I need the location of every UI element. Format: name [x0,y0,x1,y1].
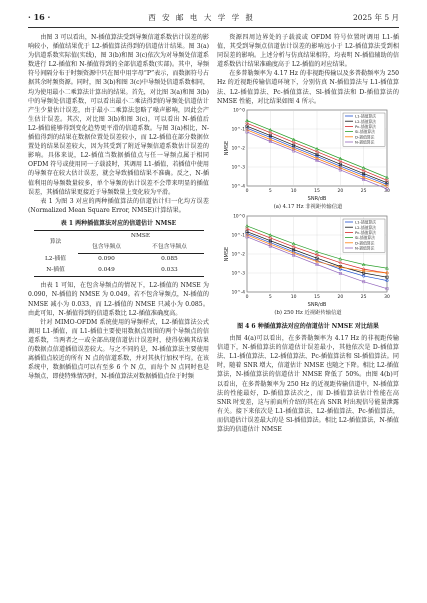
legend-entry: Pc-插值算法 [355,229,376,235]
y-tick-label: 10^-3 [231,271,245,277]
left-paragraph-4: 针对 MIMO-OFDM 系统使用的导频样式，L2-插值算法公式调用 L1-插值，而 L1-插值主要使用数据点周围的两个导频点的信道系数，当两者之一或全部出现信道估计误差时，使得依赖其结果的数据点信道插值误差较大。与之不同的是，N-插值算法主要使用离插值点较近的所有 N 点的信道系数，并对其执行加权平均。在该系统中，数据插值点可以有至多 6 个 N 点，而每个 N 点同时也是导频点，即使特殊情况时，N-插值算法对数据插值点位于时频 [28,318,209,381]
right-paragraph-2: 在多普勒频率为 4.17 Hz 的非视距传输以及多普勒频率为 250 Hz 的近视距传输信道环境下，分别仿真 N-插值算法与 L1-插值算法、L2-插值算法、Pc-插值算法、Sl-插值算法和 D-插值算法的 NMSE 性能，对比结果如图 4 所示。 [217,70,399,105]
table-cell-algo: N-插值 [34,265,78,277]
x-tick-label: 10 [290,188,297,194]
legend-entry: D-插值算法 [355,134,375,140]
legend-entry: N-插值算法 [355,245,375,251]
x-tick-label: 5 [268,294,272,300]
table-row [34,265,204,277]
journal-title: 西 安 邮 电 大 学 学 报 [148,12,255,22]
table-caption: 表 1 两种插值算法对应的信道估计 NMSE [60,219,177,227]
figure-subcaption-b: (b) 250 Hz 近视距传输信道 [274,309,342,316]
y-tick-label: 10^-1 [231,233,245,239]
legend-entry: L2-插值算法 [355,118,377,124]
table-row [34,254,204,266]
legend-entry: Sl-插值算法 [355,128,376,134]
x-tick-label: 25 [360,188,367,194]
y-tick-label: 10^-3 [231,165,245,171]
x-tick-label: 30 [384,294,390,300]
legend-entry: Sl-插值算法 [355,235,376,241]
table-cell-algo: L2-插值 [44,255,67,262]
left-paragraph-1: 由图 3 可以看出，N-插值算法受到导频信道系数估计误差的影响较小，插值结果优于 L2-插值算法得到的信道估计结果。图 3(a)为信道系数实际值(实线)，图 3(b)和图 3(c)依次为对导频处信道系数进行 L2-插值和 N-插值得到的全部信道系数(实部)。其中，导频符号间隔分布于时频资源中只在图中用字母“P”表示，而数据符号占据其余时频资源。同时，图 3(b)和图 3(c)中导频处信道系数相同，均为使用最小二乘算法计算出的结果。首先，对比图 3(a)和图 3(b)中的导频处信道系数，可以看出最小二乘法得到的导频处信道估计产生少量估计误差，由于最小二乘算法忽略了噪声影响，因此会产生估计误差。其次，对比图 3(b)和图 3(c)，可以看出 N-插值后 L2-插值能够得到变化趋势更平滑的信道系数。与图 3(a)相比，N-插值得到的结果在数据位置处误差较小，而 L2-插值在部分数据位置处的结果误差较大，因为其受到了附近导频信道系数估计误差的影响。具体来说，L2-插值当数据插值点与任一导频点属于相同 OFDM 符号或使用同一子载波时，其调用 L1-插值，若插值中使用的导频存在较大估计误差，就会导致插值结果不准确。反之，N-插值利用的导频数量较多，单个导频的估计误差不会带来明显的插值误差，其插值结果更接近于导频数量上变化较为平滑。 [28,34,210,196]
x-tick-label: 30 [384,188,390,194]
table-header-nmse: NMSE [78,230,204,242]
legend-entry: L1-插值算法 [355,113,377,119]
right-column [217,33,399,434]
table-subheader-with: 包含导频点 [78,242,136,254]
y-tick-label: 10^-1 [231,127,245,133]
y-axis-label: NMSE [224,140,230,155]
nmse-table [34,230,204,277]
figure-subcaption-a: (a) 4.17 Hz 非视距传输信道 [273,203,343,210]
x-tick-label: 15 [314,188,320,194]
legend-entry: D-插值算法 [355,240,375,246]
table-cell-with: 0.090 [98,256,115,263]
legend-entry: Pc-插值算法 [355,123,376,129]
right-paragraph-3: 由图 4(a)可以看出，在多普勒频率为 4.17 Hz 的非视距传输信道下，N-插值算法的信道估计误差最小，其他依次是 D-插值算法、L1-插值算法、L2-插值算法、Pc-插值算法和 Sl-插值算法。同时，随着 SNR 增大，信道估计 NMSE 也随之下降。相比 L2-插值算法，N-插值算法的信道估计 NMSE 降低了 50%。由图 4(b)可以看出，在多普勒频率为 250 Hz 的近视距传输信道中，N-插值算法的性能最好，D-插值算法次之，而 D-插值算法估计性能在高 SNR 时变差，这与前面所介绍的其在高 SNR 时出现信号能量泄露有关。接下来依次是 L1-插值算法、L2-插值算法、Pc-插值算法，而信道估计误差最大的是 Sl-插值算法。相比 L2-插值算法，N-插值算法的信道估计 NMSE [217,335,399,433]
issue-date: 2025 年 5 月 [352,12,399,22]
x-tick-label: 10 [290,294,297,300]
legend-entry: N-插值算法 [355,139,375,145]
page-number: · 16 · [28,12,51,22]
legend-entry: L2-插值算法 [355,224,377,230]
page-header [28,9,399,25]
x-tick-label: 0 [245,188,249,194]
x-tick-label: 5 [268,188,272,194]
x-tick-label: 25 [360,294,367,300]
table-cell-without: 0.033 [135,265,203,277]
legend-entry: L1-插值算法 [355,219,377,225]
x-tick-label: 20 [337,294,344,300]
x-tick-label: 20 [337,188,344,194]
left-column [28,33,209,381]
table-header-algo: 算法 [34,230,78,253]
x-tick-label: 15 [314,294,320,300]
left-paragraph-3: 由表 1 可知，在包含导频点的情况下，L2-插值的 NMSE 为 0.090，N-插值的 NMSE 为 0.049。若不包含导频点，N-插值的 NMSE 减小为 0.033，而 L2-插值的 NMSE 只减小为 0.085。由此可知，N-插值得到的信道系数比 L2-插值准确度高。 [28,282,209,317]
table-subheader-without: 不包含导频点 [135,242,203,254]
nmse-chart-b [223,212,393,308]
x-axis-label: SNR/dB [307,195,327,202]
y-axis-label: NMSE [224,246,230,262]
y-tick-label: 10^-4 [231,290,245,296]
y-tick-label: 10^0 [233,214,245,220]
nmse-chart-a [223,106,393,202]
x-tick-label: 0 [245,294,249,300]
x-axis-label: SNR/dB [307,301,327,308]
y-tick-label: 10^0 [233,108,245,114]
y-tick-label: 10^-2 [231,252,245,258]
right-paragraph-1: 资源四周边界处的子载波或 OFDM 符号位置时调用 L1-插值，其受到导频点信道估计误差的影响远小于 L2-插值算法受到相同误差的影响。上述分析与仿真结果相符，均表明 N-插值辅助的信道系数估计结果准确度高于 L2-插值的对应结果。 [217,34,399,69]
table-cell-with: 0.049 [78,265,136,277]
header-rule [28,27,399,28]
left-paragraph-2: 表 1 为图 3 对应的两种插值算法的信道估计归一化均方误差(Normalized Mean Square Error, NMSE)计算结果。 [28,197,209,214]
figure-caption: 图 4 6 种插值算法对应的信道估计 NMSE 对比结果 [237,322,379,330]
table-cell-without: 0.085 [161,256,178,263]
y-tick-label: 10^-4 [231,184,245,190]
y-tick-label: 10^-2 [231,146,245,152]
